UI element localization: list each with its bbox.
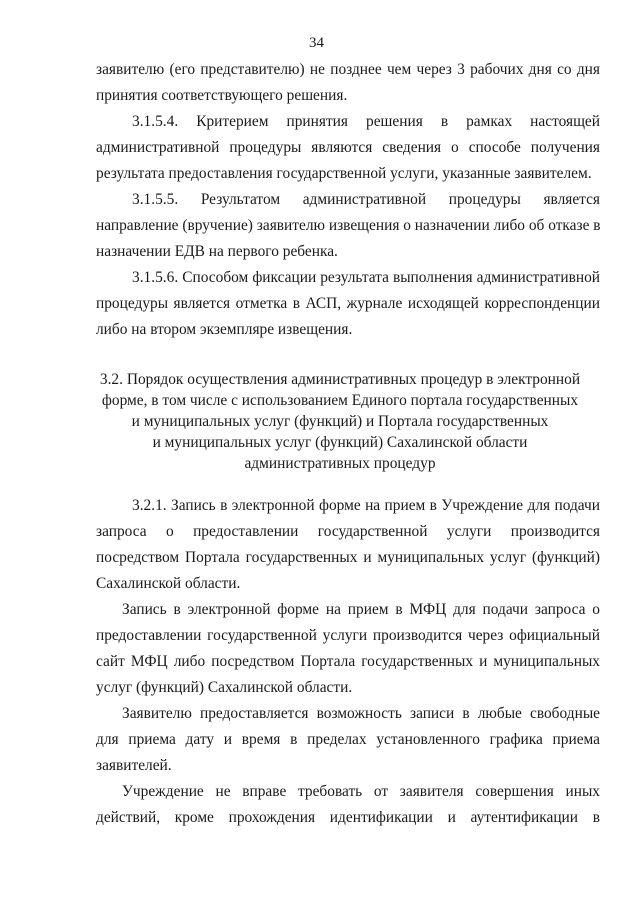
text-line: заявителей. (96, 757, 172, 774)
text-line: административной процедуры являются сведения о способе получения (96, 139, 600, 156)
text-line: сайт МФЦ либо посредством Портала государственных и муниципальных (96, 653, 600, 670)
text-line: запроса о предоставлении государственной услуги производится (96, 523, 600, 540)
section-heading-line: административных процедур (244, 455, 436, 472)
text-line: заявителю (его представителю) не позднее чем через 3 рабочих дня со дня (96, 61, 600, 78)
page-number: 34 (309, 35, 324, 51)
text-line: посредством Портала государственных и муниципальных услуг (функций) (96, 549, 600, 566)
text-line: Запись в электронной форме на прием в МФЦ для подачи запроса о (122, 601, 600, 618)
text-line: для приема дату и время в пределах установленного графика приема (96, 731, 600, 748)
text-line: 3.1.5.6. Способом фиксации результата выполнения административной (132, 269, 600, 286)
text-line: 3.1.5.5. Результатом административной процедуры является (132, 191, 600, 208)
text-line: Заявителю предоставляется возможность записи в любые свободные (122, 705, 600, 722)
section-heading-line: и муниципальных услуг (функций) и Портала государственных (131, 413, 549, 430)
text-line: предоставлении государственной услуги производится через официальный (96, 627, 600, 644)
text-line: действий, кроме прохождения идентификации и аутентификации в (96, 809, 600, 826)
section-heading-line: форме, в том числе с использованием Единого портала государственных (101, 392, 579, 409)
section-heading-line: и муниципальных услуг (функций) Сахалинской области (152, 434, 528, 451)
text-line: Учреждение не вправе требовать от заявителя совершения иных (122, 783, 600, 800)
text-line: услуг (функций) Сахалинской области. (96, 679, 353, 696)
text-line: направление (вручение) заявителю извещения о назначении либо об отказе в (96, 217, 601, 234)
text-line: процедуры является отметка в АСП, журнале исходящей корреспонденции (96, 295, 600, 312)
text-line: 3.1.5.4. Критерием принятия решения в рамках настоящей (132, 113, 600, 130)
section-heading-line: 3.2. Порядок осуществления административных процедур в электронной (99, 371, 581, 388)
text-line: принятия соответствующего решения. (96, 87, 348, 104)
text-line: 3.2.1. Запись в электронной форме на прием в Учреждение для подачи (132, 497, 600, 514)
text-line: результата предоставления государственной услуги, указанные заявителем. (96, 165, 592, 182)
text-line: Сахалинской области. (96, 575, 241, 592)
text-line: либо на втором экземпляре извещения. (96, 321, 353, 338)
text-line: назначении ЕДВ на первого ребенка. (96, 243, 338, 260)
